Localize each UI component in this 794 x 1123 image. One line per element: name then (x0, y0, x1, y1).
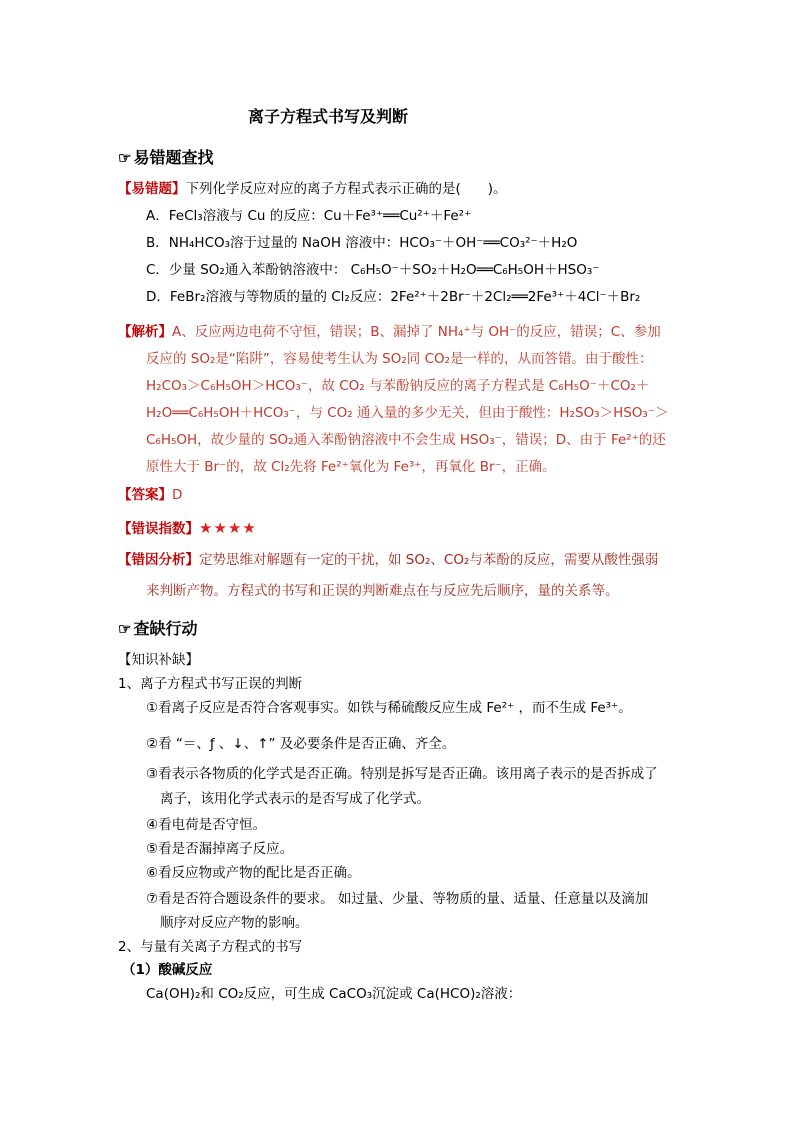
knowledge-heading-2: 2、与量有关离子方程式的书写 (118, 939, 303, 955)
question-stem: 【易错题】下列化学反应对应的离子方程式表示正确的是( )。 (118, 181, 507, 197)
section-heading-action: ☞ 查缺行动 (118, 619, 198, 638)
difficulty-stars: ★★★★ (199, 519, 257, 537)
pointing-hand-icon: ☞ (118, 620, 132, 638)
option-c: C．少量 SO₂通入苯酚钠溶液中： C₆H₅O⁻＋SO₂＋H₂O══C₆H₅OH＋HSO₃⁻ (146, 262, 600, 278)
section-heading-find: ☞ 易错题查找 (118, 148, 214, 167)
analysis-line-5: C₆H₅OH，故少量的 SO₂通入苯酚钠溶液中不会生成 HSO₃⁻，错误；D、由于 Fe²⁺的还 (146, 432, 666, 448)
cause-line-1: 【错因分析】定势思维对解题有一定的干扰，如 SO₂、CO₂与苯酚的反应，需要从酸性强弱 (118, 552, 659, 568)
option-b: B．NH₄HCO₃溶于过量的 NaOH 溶液中：HCO₃⁻＋OH⁻══CO₃²⁻＋H₂O (146, 235, 578, 251)
pointing-hand-icon: ☞ (118, 149, 132, 167)
page-title: 离子方程式书写及判断 (248, 107, 409, 126)
analysis-line-3: H₂CO₃＞C₆H₅OH＞HCO₃⁻，故 CO₂ 与苯酚钠反应的离子方程式是 C₆H₅O⁻＋CO₂＋ (146, 378, 650, 394)
cause-line-2: 来判断产物。方程式的书写和正误的判断难点在与反应先后顺序，量的关系等。 (146, 583, 619, 599)
analysis-line-2: 反应的 SO₂是“陷阱”，容易使考生认为 SO₂同 CO₂是一样的，从而答错。由于酸性： (146, 351, 653, 367)
rule-item-3-cont: 离子，该用化学式表示的是否写成了化学式。 (160, 791, 430, 807)
knowledge-heading-3: （1）酸碱反应 (122, 962, 213, 978)
option-a: A．FeCl₃溶液与 Cu 的反应：Cu＋Fe³⁺══Cu²⁺＋Fe²⁺ (146, 208, 472, 224)
rule-item-2: ②看 “＝、ƒ 、↓、↑” 及必要条件是否正确、齐全。 (146, 736, 456, 752)
rule-item-3: ③看表示各物质的化学式是否正确。特别是拆写是否正确。该用离子表示的是否拆成了 (146, 766, 658, 782)
rule-item-7-cont: 顺序对反应产物的影响。 (160, 915, 309, 931)
answer-line: 【答案】D (118, 487, 183, 503)
acid-base-line: Ca(OH)₂和 CO₂反应，可生成 CaCO₃沉淀或 Ca(HCO)₂溶液： (146, 986, 522, 1002)
analysis-line-6: 原性大于 Br⁻的，故 Cl₂先将 Fe²⁺氧化为 Fe³⁺，再氧化 Br⁻，正确。 (146, 459, 556, 475)
rule-item-4: ④看电荷是否守恒。 (146, 817, 267, 833)
knowledge-tag: 【知识补缺】 (118, 652, 199, 668)
analysis-line-1: 【解析】A、反应两边电荷不守恒，错误；B、漏掉了 NH₄⁺与 OH⁻的反应，错误；C、参加 (118, 324, 661, 340)
rule-item-5: ⑤看是否漏掉离子反应。 (146, 841, 294, 857)
knowledge-heading-1: 1、离子方程式书写正误的判断 (118, 676, 303, 692)
option-d: D．FeBr₂溶液与等物质的量的 Cl₂反应：2Fe²⁺＋2Br⁻＋2Cl₂══2Fe³⁺＋4Cl⁻＋Br₂ (146, 289, 641, 305)
difficulty-line: 【错误指数】★★★★ (118, 519, 257, 537)
rule-item-7: ⑦看是否符合题设条件的要求。 如过量、少量、等物质的量、适量、任意量以及滴加 (146, 891, 649, 907)
analysis-line-4: H₂O══C₆H₅OH＋HCO₃⁻，与 CO₂ 通入量的多少无关，但由于酸性：H₂SO₃＞HSO₃⁻＞ (146, 405, 669, 421)
rule-item-1: ①看离子反应是否符合客观事实。如铁与稀硫酸反应生成 Fe²⁺ ，而不生成 Fe³⁺。 (146, 700, 632, 716)
rule-item-6: ⑥看反应物或产物的配比是否正确。 (146, 865, 361, 881)
